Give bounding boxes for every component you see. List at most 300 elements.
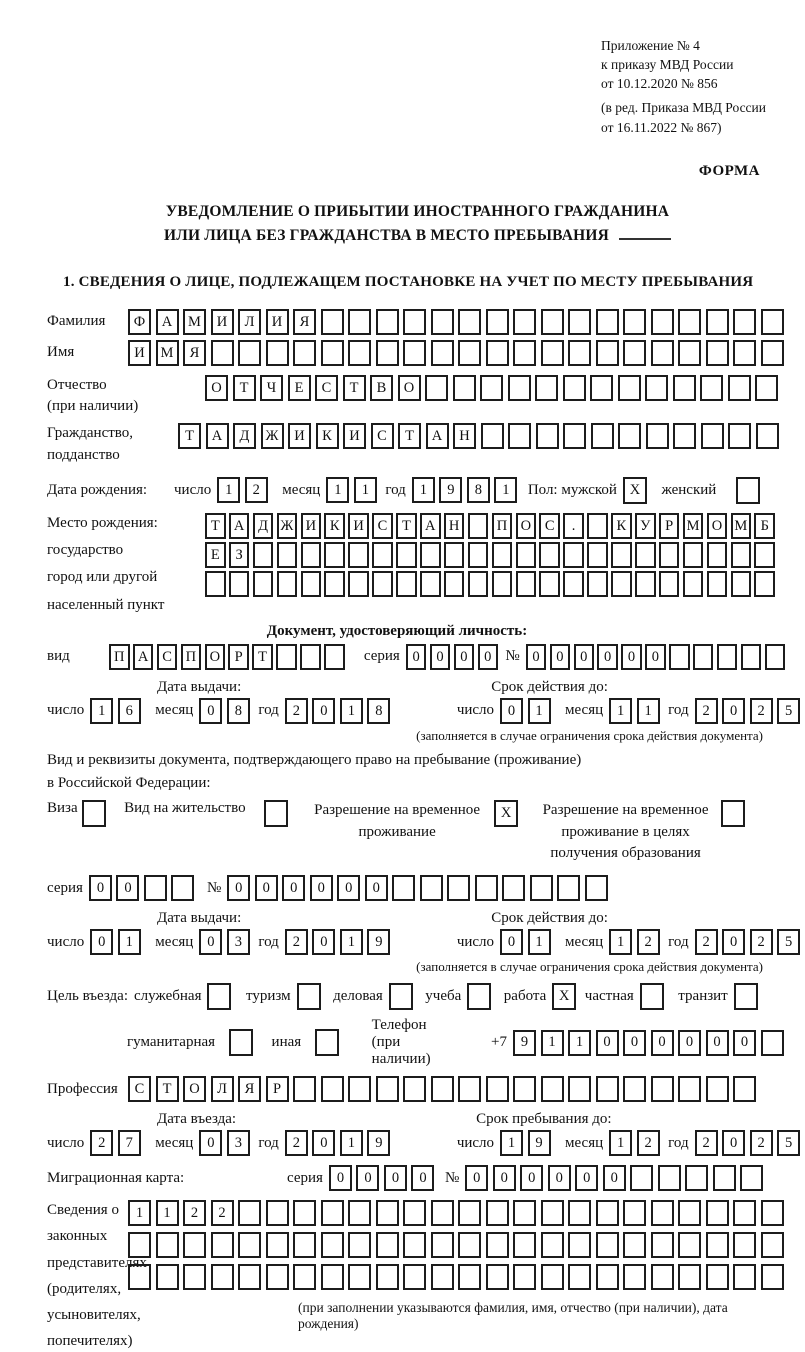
checkbox-cell[interactable] (297, 983, 321, 1010)
char-cell[interactable]: О (183, 1076, 206, 1102)
char-cell[interactable]: В (370, 375, 393, 401)
char-cell[interactable]: 2 (211, 1200, 234, 1226)
char-cell[interactable]: 0 (384, 1165, 407, 1191)
char-cell[interactable]: К (611, 513, 632, 539)
char-cell[interactable] (659, 571, 680, 597)
char-cell[interactable] (731, 571, 752, 597)
checkbox-cell[interactable]: X (623, 477, 647, 504)
char-cell[interactable]: 1 (340, 698, 363, 724)
char-cell[interactable] (321, 1232, 344, 1258)
char-cell[interactable] (486, 1264, 509, 1290)
char-cell[interactable] (324, 571, 345, 597)
char-cell[interactable]: Р (266, 1076, 289, 1102)
char-cell[interactable] (541, 1232, 564, 1258)
char-cell[interactable]: 2 (245, 477, 268, 503)
char-cell[interactable]: 0 (478, 644, 499, 670)
char-cell[interactable] (293, 1232, 316, 1258)
char-cell[interactable]: 0 (651, 1030, 674, 1056)
char-cell[interactable] (596, 309, 619, 335)
char-cell[interactable]: 9 (528, 1130, 551, 1156)
char-cell[interactable] (587, 513, 608, 539)
char-cell[interactable]: Д (233, 423, 256, 449)
char-cell[interactable] (205, 571, 226, 597)
char-cell[interactable] (156, 1232, 179, 1258)
char-cell[interactable] (508, 423, 531, 449)
char-cell[interactable] (348, 340, 371, 366)
char-cell[interactable] (253, 542, 274, 568)
char-cell[interactable] (761, 309, 784, 335)
char-cell[interactable]: 1 (541, 1030, 564, 1056)
char-cell[interactable] (646, 423, 669, 449)
char-cell[interactable] (618, 423, 641, 449)
char-cell[interactable]: А (426, 423, 449, 449)
char-cell[interactable] (568, 309, 591, 335)
char-cell[interactable] (563, 571, 584, 597)
char-cell[interactable] (659, 542, 680, 568)
char-cell[interactable]: О (707, 513, 728, 539)
char-cell[interactable] (276, 644, 297, 670)
char-cell[interactable] (623, 1200, 646, 1226)
char-cell[interactable] (761, 1264, 784, 1290)
char-cell[interactable] (293, 1264, 316, 1290)
char-cell[interactable]: 2 (695, 1130, 718, 1156)
char-cell[interactable]: Я (183, 340, 206, 366)
char-cell[interactable]: М (731, 513, 752, 539)
char-cell[interactable] (458, 1200, 481, 1226)
char-cell[interactable]: 0 (706, 1030, 729, 1056)
char-cell[interactable] (444, 571, 465, 597)
char-cell[interactable]: 0 (722, 1130, 745, 1156)
char-cell[interactable] (761, 1200, 784, 1226)
char-cell[interactable]: К (316, 423, 339, 449)
char-cell[interactable]: 0 (365, 875, 388, 901)
char-cell[interactable] (211, 340, 234, 366)
char-cell[interactable]: 2 (183, 1200, 206, 1226)
char-cell[interactable]: 0 (603, 1165, 626, 1191)
char-cell[interactable] (403, 1264, 426, 1290)
char-cell[interactable] (238, 1200, 261, 1226)
char-cell[interactable] (761, 1030, 784, 1056)
char-cell[interactable] (431, 309, 454, 335)
char-cell[interactable]: Т (343, 375, 366, 401)
char-cell[interactable]: О (205, 644, 226, 670)
char-cell[interactable] (761, 1232, 784, 1258)
char-cell[interactable] (539, 542, 560, 568)
char-cell[interactable] (513, 1232, 536, 1258)
char-cell[interactable]: 1 (340, 929, 363, 955)
char-cell[interactable]: 0 (596, 1030, 619, 1056)
char-cell[interactable] (611, 542, 632, 568)
char-cell[interactable]: П (492, 513, 513, 539)
char-cell[interactable] (623, 1232, 646, 1258)
char-cell[interactable]: 0 (312, 698, 335, 724)
char-cell[interactable] (513, 1076, 536, 1102)
char-cell[interactable]: 0 (199, 929, 222, 955)
char-cell[interactable]: 0 (574, 644, 595, 670)
char-cell[interactable] (300, 644, 321, 670)
char-cell[interactable] (492, 542, 513, 568)
char-cell[interactable]: 9 (513, 1030, 536, 1056)
char-cell[interactable]: 0 (454, 644, 475, 670)
char-cell[interactable]: 0 (199, 1130, 222, 1156)
checkbox-cell[interactable] (721, 800, 745, 827)
char-cell[interactable]: Я (238, 1076, 261, 1102)
char-cell[interactable]: 8 (367, 698, 390, 724)
char-cell[interactable] (623, 340, 646, 366)
char-cell[interactable]: 5 (777, 698, 800, 724)
char-cell[interactable] (755, 375, 778, 401)
char-cell[interactable]: 1 (326, 477, 349, 503)
char-cell[interactable] (447, 875, 470, 901)
char-cell[interactable] (403, 340, 426, 366)
char-cell[interactable]: 0 (90, 929, 113, 955)
char-cell[interactable] (486, 340, 509, 366)
char-cell[interactable] (238, 1232, 261, 1258)
char-cell[interactable]: Н (444, 513, 465, 539)
char-cell[interactable]: 9 (439, 477, 462, 503)
char-cell[interactable] (673, 375, 696, 401)
char-cell[interactable]: Н (453, 423, 476, 449)
char-cell[interactable]: А (229, 513, 250, 539)
char-cell[interactable] (587, 542, 608, 568)
char-cell[interactable] (372, 571, 393, 597)
char-cell[interactable] (486, 1200, 509, 1226)
char-cell[interactable]: 0 (310, 875, 333, 901)
char-cell[interactable]: 8 (227, 698, 250, 724)
char-cell[interactable]: 1 (528, 698, 551, 724)
char-cell[interactable]: 5 (777, 1130, 800, 1156)
char-cell[interactable]: О (205, 375, 228, 401)
char-cell[interactable] (568, 1200, 591, 1226)
char-cell[interactable]: Р (228, 644, 249, 670)
char-cell[interactable] (458, 1264, 481, 1290)
char-cell[interactable]: 3 (227, 929, 250, 955)
char-cell[interactable]: 0 (493, 1165, 516, 1191)
char-cell[interactable]: 6 (118, 698, 141, 724)
char-cell[interactable] (717, 644, 738, 670)
char-cell[interactable]: 0 (550, 644, 571, 670)
char-cell[interactable]: А (156, 309, 179, 335)
char-cell[interactable] (658, 1165, 681, 1191)
char-cell[interactable]: З (229, 542, 250, 568)
char-cell[interactable] (678, 1076, 701, 1102)
char-cell[interactable] (321, 1076, 344, 1102)
char-cell[interactable] (266, 1200, 289, 1226)
char-cell[interactable]: С (315, 375, 338, 401)
char-cell[interactable] (591, 423, 614, 449)
char-cell[interactable] (700, 375, 723, 401)
char-cell[interactable] (563, 423, 586, 449)
char-cell[interactable]: Ж (261, 423, 284, 449)
char-cell[interactable] (171, 875, 194, 901)
char-cell[interactable]: 0 (312, 1130, 335, 1156)
char-cell[interactable] (458, 1076, 481, 1102)
char-cell[interactable]: 1 (609, 698, 632, 724)
char-cell[interactable] (728, 423, 751, 449)
char-cell[interactable] (541, 1264, 564, 1290)
char-cell[interactable]: 1 (128, 1200, 151, 1226)
char-cell[interactable]: Я (293, 309, 316, 335)
char-cell[interactable] (683, 571, 704, 597)
char-cell[interactable] (425, 375, 448, 401)
char-cell[interactable] (596, 1232, 619, 1258)
char-cell[interactable] (324, 644, 345, 670)
char-cell[interactable] (541, 1200, 564, 1226)
char-cell[interactable] (266, 1264, 289, 1290)
char-cell[interactable]: 1 (217, 477, 240, 503)
char-cell[interactable] (706, 1200, 729, 1226)
char-cell[interactable]: 0 (548, 1165, 571, 1191)
char-cell[interactable] (678, 1200, 701, 1226)
char-cell[interactable]: 5 (777, 929, 800, 955)
char-cell[interactable] (623, 1264, 646, 1290)
char-cell[interactable] (741, 644, 762, 670)
char-cell[interactable] (754, 571, 775, 597)
char-cell[interactable]: Д (253, 513, 274, 539)
checkbox-cell[interactable] (467, 983, 491, 1010)
char-cell[interactable] (568, 1232, 591, 1258)
char-cell[interactable] (458, 1232, 481, 1258)
char-cell[interactable] (707, 542, 728, 568)
char-cell[interactable]: 9 (367, 1130, 390, 1156)
char-cell[interactable] (728, 375, 751, 401)
char-cell[interactable] (144, 875, 167, 901)
char-cell[interactable] (183, 1264, 206, 1290)
char-cell[interactable] (376, 340, 399, 366)
char-cell[interactable]: 0 (645, 644, 666, 670)
char-cell[interactable] (733, 340, 756, 366)
char-cell[interactable]: О (516, 513, 537, 539)
char-cell[interactable] (706, 1264, 729, 1290)
char-cell[interactable]: 0 (255, 875, 278, 901)
char-cell[interactable] (513, 1200, 536, 1226)
char-cell[interactable] (431, 1264, 454, 1290)
char-cell[interactable]: 0 (520, 1165, 543, 1191)
char-cell[interactable] (706, 309, 729, 335)
char-cell[interactable]: 0 (597, 644, 618, 670)
char-cell[interactable] (468, 542, 489, 568)
char-cell[interactable] (376, 1264, 399, 1290)
char-cell[interactable]: 1 (568, 1030, 591, 1056)
checkbox-cell[interactable] (389, 983, 413, 1010)
char-cell[interactable] (420, 571, 441, 597)
char-cell[interactable]: 0 (526, 644, 547, 670)
char-cell[interactable] (516, 571, 537, 597)
char-cell[interactable] (740, 1165, 763, 1191)
char-cell[interactable] (211, 1232, 234, 1258)
char-cell[interactable]: 1 (500, 1130, 523, 1156)
char-cell[interactable]: И (348, 513, 369, 539)
char-cell[interactable]: 2 (750, 698, 773, 724)
char-cell[interactable]: Т (156, 1076, 179, 1102)
char-cell[interactable]: 2 (285, 929, 308, 955)
char-cell[interactable] (733, 309, 756, 335)
char-cell[interactable]: 9 (367, 929, 390, 955)
char-cell[interactable]: Т (178, 423, 201, 449)
char-cell[interactable]: И (128, 340, 151, 366)
char-cell[interactable]: Е (205, 542, 226, 568)
char-cell[interactable]: И (266, 309, 289, 335)
char-cell[interactable] (321, 309, 344, 335)
char-cell[interactable]: М (183, 309, 206, 335)
char-cell[interactable] (396, 571, 417, 597)
char-cell[interactable] (372, 542, 393, 568)
char-cell[interactable] (513, 1264, 536, 1290)
checkbox-cell[interactable] (229, 1029, 253, 1056)
char-cell[interactable] (486, 309, 509, 335)
char-cell[interactable]: 1 (118, 929, 141, 955)
char-cell[interactable] (513, 309, 536, 335)
char-cell[interactable] (596, 1200, 619, 1226)
checkbox-cell[interactable] (315, 1029, 339, 1056)
char-cell[interactable] (596, 1264, 619, 1290)
char-cell[interactable]: 0 (89, 875, 112, 901)
char-cell[interactable] (475, 875, 498, 901)
char-cell[interactable]: 2 (637, 1130, 660, 1156)
char-cell[interactable] (324, 542, 345, 568)
char-cell[interactable] (431, 1232, 454, 1258)
char-cell[interactable] (513, 340, 536, 366)
char-cell[interactable] (563, 375, 586, 401)
char-cell[interactable]: 2 (695, 929, 718, 955)
checkbox-cell[interactable] (82, 800, 106, 827)
char-cell[interactable] (596, 340, 619, 366)
char-cell[interactable]: 1 (609, 929, 632, 955)
char-cell[interactable] (458, 340, 481, 366)
char-cell[interactable]: П (181, 644, 202, 670)
char-cell[interactable]: 8 (467, 477, 490, 503)
char-cell[interactable]: . (563, 513, 584, 539)
char-cell[interactable] (348, 1076, 371, 1102)
checkbox-cell[interactable] (264, 800, 288, 827)
char-cell[interactable]: С (371, 423, 394, 449)
char-cell[interactable] (277, 571, 298, 597)
char-cell[interactable] (348, 542, 369, 568)
char-cell[interactable]: 0 (678, 1030, 701, 1056)
char-cell[interactable]: 1 (340, 1130, 363, 1156)
char-cell[interactable]: 2 (285, 698, 308, 724)
char-cell[interactable]: 2 (637, 929, 660, 955)
char-cell[interactable] (635, 571, 656, 597)
char-cell[interactable] (293, 1076, 316, 1102)
char-cell[interactable] (536, 423, 559, 449)
char-cell[interactable] (468, 513, 489, 539)
char-cell[interactable] (376, 1200, 399, 1226)
char-cell[interactable] (611, 571, 632, 597)
checkbox-cell[interactable] (736, 477, 760, 504)
char-cell[interactable] (376, 1232, 399, 1258)
char-cell[interactable] (733, 1232, 756, 1258)
char-cell[interactable] (678, 1264, 701, 1290)
char-cell[interactable]: М (683, 513, 704, 539)
char-cell[interactable] (623, 309, 646, 335)
char-cell[interactable] (508, 375, 531, 401)
char-cell[interactable] (731, 542, 752, 568)
char-cell[interactable] (321, 1200, 344, 1226)
char-cell[interactable] (277, 542, 298, 568)
char-cell[interactable] (156, 1264, 179, 1290)
char-cell[interactable]: 0 (733, 1030, 756, 1056)
char-cell[interactable] (557, 875, 580, 901)
char-cell[interactable]: 2 (695, 698, 718, 724)
char-cell[interactable] (453, 375, 476, 401)
char-cell[interactable] (645, 375, 668, 401)
char-cell[interactable] (403, 309, 426, 335)
checkbox-cell[interactable] (734, 983, 758, 1010)
char-cell[interactable]: Р (659, 513, 680, 539)
checkbox-cell[interactable] (640, 983, 664, 1010)
char-cell[interactable] (266, 1232, 289, 1258)
char-cell[interactable] (683, 542, 704, 568)
char-cell[interactable] (420, 875, 443, 901)
char-cell[interactable]: 7 (118, 1130, 141, 1156)
char-cell[interactable]: 0 (722, 698, 745, 724)
char-cell[interactable] (266, 340, 289, 366)
char-cell[interactable]: 1 (90, 698, 113, 724)
char-cell[interactable] (733, 1264, 756, 1290)
char-cell[interactable] (678, 309, 701, 335)
char-cell[interactable]: 0 (329, 1165, 352, 1191)
char-cell[interactable]: 0 (356, 1165, 379, 1191)
char-cell[interactable] (733, 1076, 756, 1102)
char-cell[interactable]: 0 (199, 698, 222, 724)
char-cell[interactable]: Б (754, 513, 775, 539)
char-cell[interactable]: Т (205, 513, 226, 539)
char-cell[interactable] (568, 1264, 591, 1290)
char-cell[interactable] (431, 1076, 454, 1102)
char-cell[interactable]: 1 (494, 477, 517, 503)
char-cell[interactable] (420, 542, 441, 568)
char-cell[interactable] (293, 1200, 316, 1226)
char-cell[interactable] (516, 542, 537, 568)
char-cell[interactable] (348, 571, 369, 597)
char-cell[interactable] (568, 1076, 591, 1102)
char-cell[interactable]: Т (396, 513, 417, 539)
char-cell[interactable] (587, 571, 608, 597)
char-cell[interactable]: Л (238, 309, 261, 335)
char-cell[interactable]: 1 (609, 1130, 632, 1156)
char-cell[interactable] (376, 309, 399, 335)
char-cell[interactable]: С (539, 513, 560, 539)
char-cell[interactable]: Т (252, 644, 273, 670)
char-cell[interactable] (761, 340, 784, 366)
char-cell[interactable] (563, 542, 584, 568)
checkbox-cell[interactable]: X (494, 800, 518, 827)
char-cell[interactable]: 0 (621, 644, 642, 670)
char-cell[interactable] (486, 1076, 509, 1102)
checkbox-cell[interactable] (207, 983, 231, 1010)
char-cell[interactable] (585, 875, 608, 901)
char-cell[interactable]: П (109, 644, 130, 670)
char-cell[interactable]: 0 (722, 929, 745, 955)
char-cell[interactable] (673, 423, 696, 449)
char-cell[interactable] (403, 1200, 426, 1226)
char-cell[interactable] (713, 1165, 736, 1191)
char-cell[interactable] (348, 1200, 371, 1226)
char-cell[interactable] (530, 875, 553, 901)
char-cell[interactable] (229, 571, 250, 597)
char-cell[interactable]: 0 (227, 875, 250, 901)
char-cell[interactable] (539, 571, 560, 597)
char-cell[interactable] (431, 1200, 454, 1226)
char-cell[interactable]: 1 (412, 477, 435, 503)
char-cell[interactable] (535, 375, 558, 401)
char-cell[interactable] (541, 309, 564, 335)
char-cell[interactable]: А (133, 644, 154, 670)
char-cell[interactable]: 3 (227, 1130, 250, 1156)
char-cell[interactable] (756, 423, 779, 449)
char-cell[interactable] (348, 1232, 371, 1258)
